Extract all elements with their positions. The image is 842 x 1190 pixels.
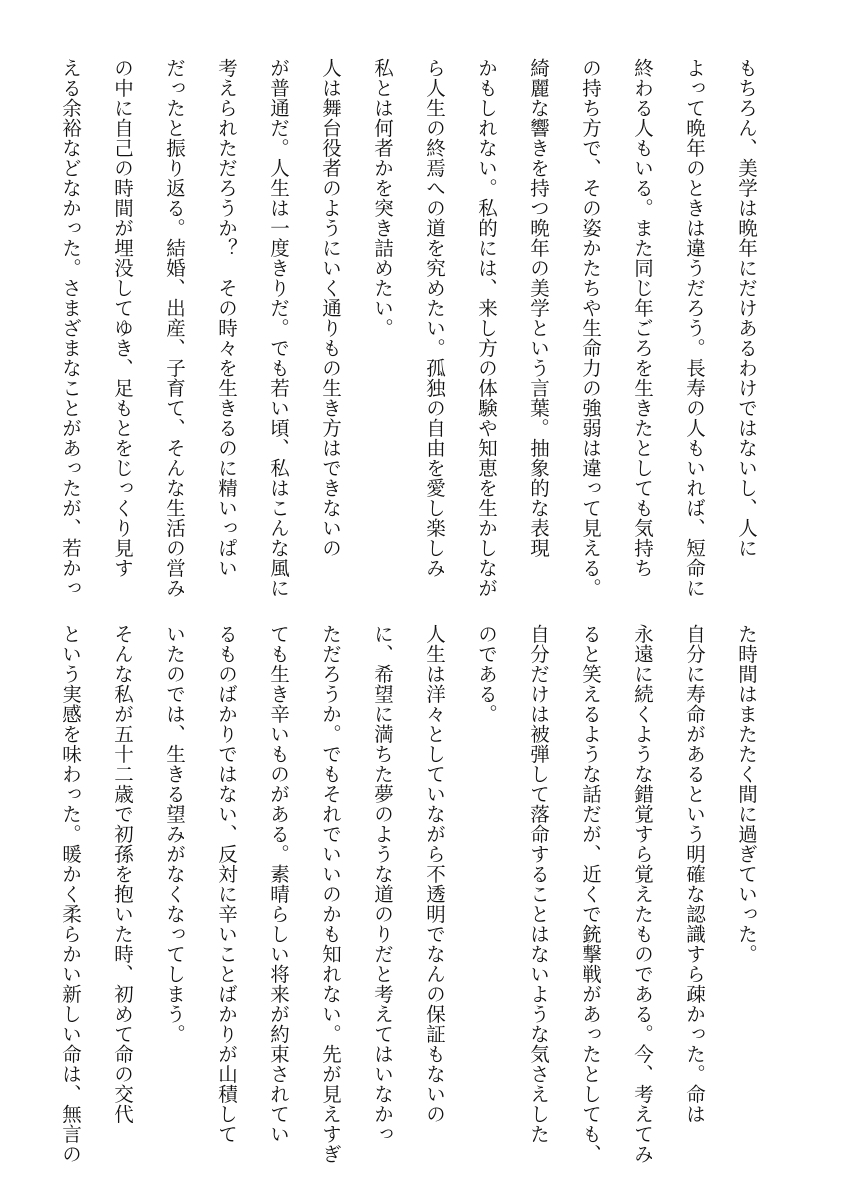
text-block-bottom <box>59 624 772 1164</box>
text-line: そんな私が五十二歳で初孫を抱いた時、初めて命の交代 <box>111 624 134 1124</box>
text-line: 終わる人もいる。また同じ年ごろを生きたとしても気持ち <box>631 58 654 578</box>
text-line: 自分だけは被弾して落命することはないような気さえした <box>527 624 550 1144</box>
text-line: 私とは何者かを突き詰めたい。 <box>371 58 394 338</box>
text-line: に、希望に満ちた夢のような道のりだと考えてはいなかっ <box>371 624 394 1144</box>
text-line: 自分に寿命があるという明確な認識すら疎かった。命は <box>683 624 706 1124</box>
text-line: が普通だ。人生は一度きりだ。でも若い頃、私はこんな風に <box>267 58 290 598</box>
text-line: 考えられただろうか？ その時々を生きるのに精いっぱい <box>215 58 238 578</box>
text-line: た時間はまたたく間に過ぎていった。 <box>735 624 758 964</box>
text-line: ら人生の終焉への道を究めたい。孤独の自由を愛し楽しみ <box>423 58 446 578</box>
text-line: の持ち方で、その姿かたちや生命力の強弱は違って見える。 <box>579 58 602 598</box>
text-line: いたのでは、生きる望みがなくなってしまう。 <box>163 624 186 1044</box>
text-line: かもしれない。私的には、来し方の体験や知恵を生かしなが <box>475 58 498 598</box>
text-line: だったと振り返る。結婚、出産、子育て、そんな生活の営み <box>163 58 186 598</box>
text-line: 人生は洋々としていながら不透明でなんの保証もないの <box>423 624 446 1124</box>
text-block-top <box>59 58 772 598</box>
text-line: える余裕などなかった。さまざまなことがあったが、若かっ <box>59 58 82 598</box>
text-line: よって晩年のときは違うだろう。長寿の人もいれば、短命に <box>683 58 706 598</box>
text-line: 永遠に続くような錯覚すら覚えたものである。今、考えてみ <box>631 624 654 1164</box>
text-line: もちろん、美学は晩年にだけあるわけではないし、人に <box>735 58 758 558</box>
text-line: 人は舞台役者のようにいく通りもの生き方はできないの <box>319 58 342 558</box>
text-line: の中に自己の時間が埋没してゆき、足もとをじっくり見す <box>111 58 134 578</box>
text-line: ても生き辛いものがある。素晴らしい将来が約束されてい <box>267 624 290 1144</box>
text-line: ただろうか。でもそれでいいのかも知れない。先が見えすぎ <box>319 624 342 1164</box>
text-line: 綺麗な響きを持つ晩年の美学という言葉。抽象的な表現 <box>527 58 550 558</box>
text-line: ると笑えるような話だが、近くで銃撃戦があったとしても、 <box>579 624 602 1164</box>
text-line: という実感を味わった。暖かく柔らかい新しい命は、無言の <box>59 624 82 1164</box>
text-line: るものばかりではない、反対に辛いことばかりが山積して <box>215 624 238 1144</box>
text-line: のである。 <box>475 624 498 724</box>
